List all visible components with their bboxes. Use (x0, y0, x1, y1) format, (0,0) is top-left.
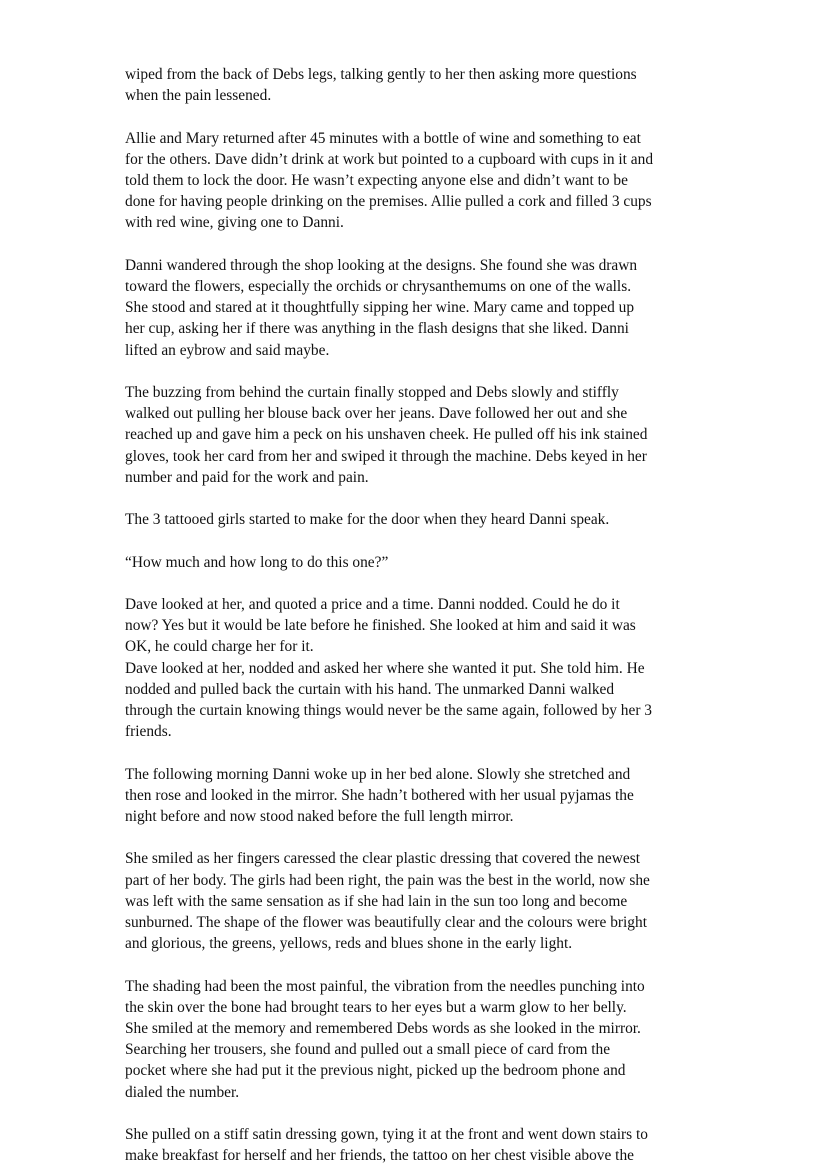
paragraph-11: The shading had been the most painful, the vibration from the needles punching into the skin over the bone had brought tears to her eyes but a warm glow to her belly. She smiled at the memory and remembered Debs words as she looked in the mirror. Searching her trousers, she found and pulled out a small piece of card from the pocket where she had put it the previous night, picked up the bedroom phone and dialed the number. (125, 977, 645, 1101)
paragraph-2: Allie and Mary returned after 45 minutes with a bottle of wine and something to eat for the others. Dave didn’t drink at work but pointed to a cupboard with cups in it and told them to lock the door. He wasn’t expecting anyone else and didn’t want to be done for having people drinking on the premises. Allie pulled a cork and filled 3 cups with red wine, giving one to Danni. (125, 129, 654, 232)
paragraph-1: wiped from the back of Debs legs, talking gently to her then asking more questions when the pain lessened. (125, 66, 637, 105)
paragraph-9: The following morning Danni woke up in her bed alone. Slowly she stretched and then rose and looked in the mirror. She hadn’t bothered with her usual pyjamas the night before and now stood naked before the full length mirror. (125, 765, 634, 825)
paragraph-3: Danni wandered through the shop looking at the designs. She found she was drawn toward the flowers, especially the orchids or chrysanthemums on one of the walls. She stood and stared at it thoughtfully sipping her wine. Mary came and topped up her cup, asking her if there was anything in the flash designs that she liked. Danni lifted an eybrow and said maybe. (125, 256, 638, 359)
paragraph-6: “How much and how long to do this one?” (125, 553, 389, 571)
paragraph-5: The 3 tattooed girls started to make for the door when they heard Danni speak. (125, 511, 610, 529)
document-body (125, 64, 715, 1166)
paragraph-8: Dave looked at her, nodded and asked her where she wanted it put. She told him. He nodded and pulled back the curtain with his hand. The unmarked Danni walked through the curtain knowing things would never be the same again, followed by her 3 friends. (125, 659, 653, 741)
paragraph-10: She smiled as her fingers caressed the clear plastic dressing that covered the newest part of her body. The girls had been right, the pain was the best in the world, now she was left with the same sensation as if she had lain in the sun too long and become sunburned. The shape of the flower was beautifully clear and the colours were bright and glorious, the greens, yellows, reds and blues shone in the early light. (125, 850, 650, 953)
paragraph-7: Dave looked at her, and quoted a price and a time. Danni nodded. Could he do it now? Yes but it would be late before he finished. She looked at him and said it was OK, he could charge her for it. (125, 595, 636, 656)
paragraph-12: She pulled on a stiff satin dressing gown, tying it at the front and went down stairs to make breakfast for herself and her friends, the tattoo on her chest visible above the (125, 1126, 648, 1165)
paragraph-4: The buzzing from behind the curtain finally stopped and Debs slowly and stiffly walked out pulling her blouse back over her jeans. Dave followed her out and she reached up and gave him a peck on his unshaven cheek. He pulled off his ink stained gloves, took her card from her and swiped it through the machine. Debs keyed in her number and paid for the work and pain. (125, 384, 648, 486)
